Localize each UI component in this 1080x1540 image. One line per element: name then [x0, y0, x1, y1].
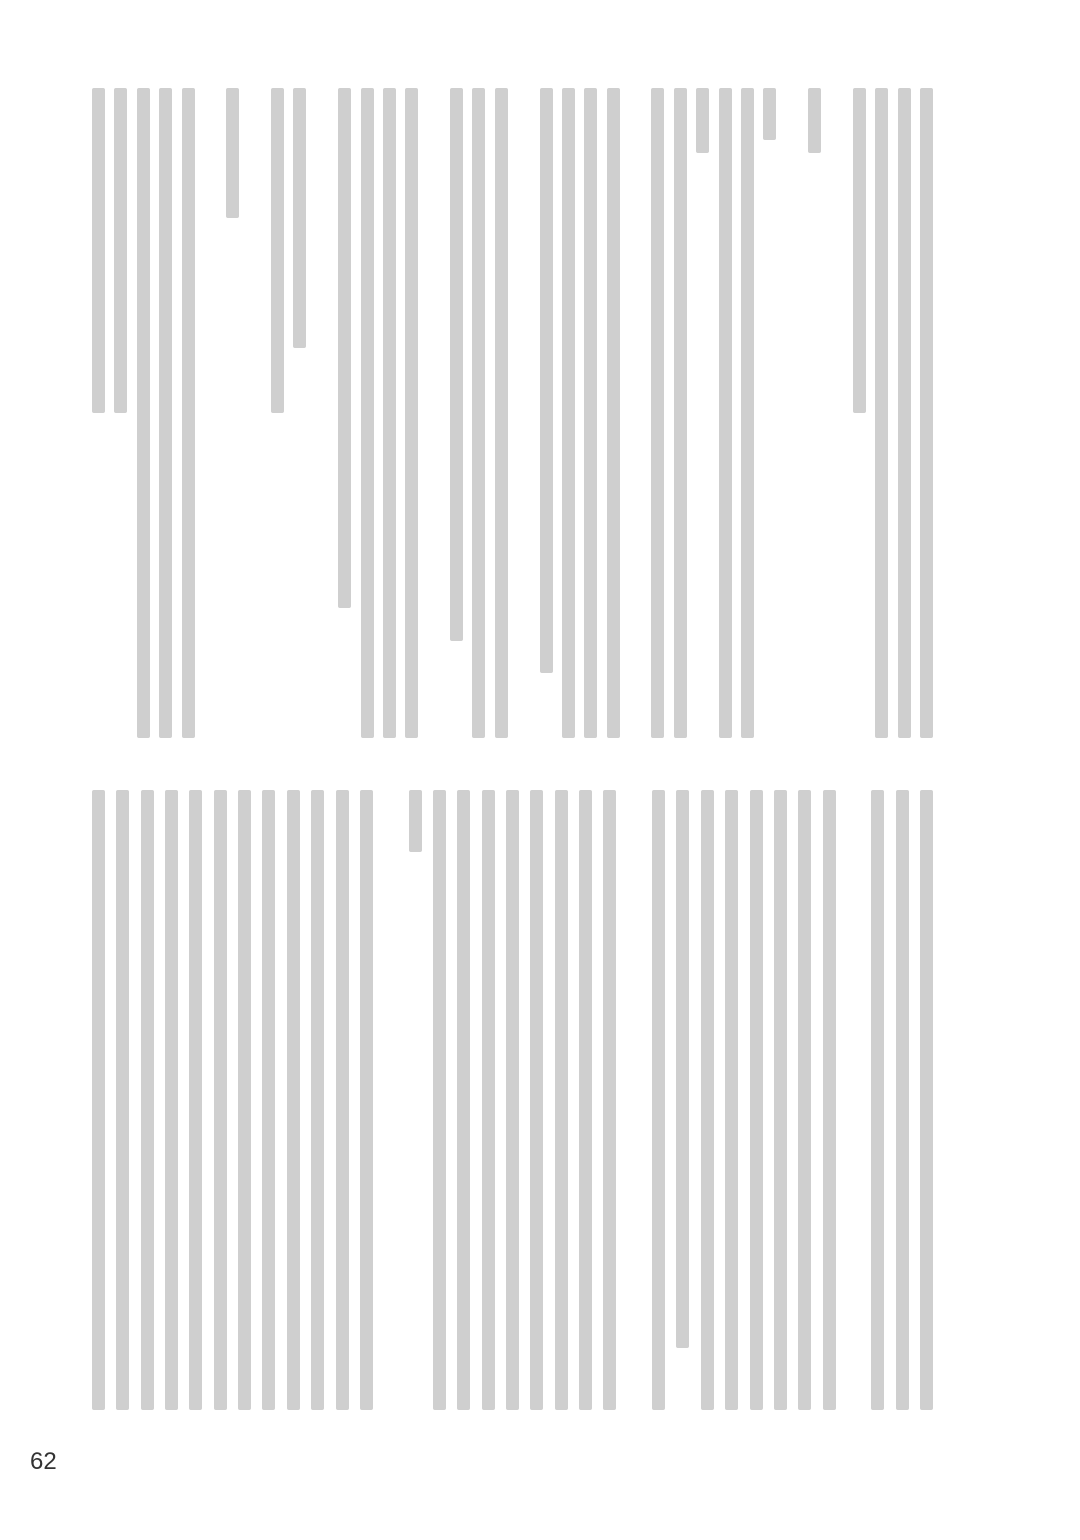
redacted-text-column: [607, 88, 620, 738]
redacted-text-column: [383, 88, 396, 738]
redacted-text-column: [898, 88, 911, 738]
redacted-text-column: [774, 790, 787, 1410]
redacted-text-column: [409, 790, 422, 852]
redacted-text-column: [555, 790, 568, 1410]
redacted-text-column: [311, 790, 324, 1410]
redacted-text-column: [808, 88, 821, 153]
redacted-text-column: [562, 88, 575, 738]
redacted-text-column: [579, 790, 592, 1410]
redacted-text-column: [450, 88, 463, 641]
redacted-text-column: [676, 790, 689, 1348]
redacted-text-column: [495, 88, 508, 738]
redacted-text-column: [896, 790, 909, 1410]
redacted-text-column: [482, 790, 495, 1410]
redacted-text-column: [696, 88, 709, 153]
redacted-text-column: [725, 790, 738, 1410]
redacted-text-column: [853, 88, 866, 413]
redacted-text-column: [472, 88, 485, 738]
redacted-text-column: [506, 790, 519, 1410]
redacted-text-column: [530, 790, 543, 1410]
redacted-text-column: [920, 790, 933, 1410]
redacted-text-column: [741, 88, 754, 738]
redacted-text-column: [262, 790, 275, 1410]
redacted-text-column: [226, 88, 239, 218]
redacted-text-column: [287, 790, 300, 1410]
redacted-text-column: [603, 790, 616, 1410]
redacted-text-column: [920, 88, 933, 738]
redacted-text-column: [141, 790, 154, 1410]
redacted-text-column: [750, 790, 763, 1410]
redacted-text-column: [798, 790, 811, 1410]
redacted-text-column: [763, 88, 776, 140]
redacted-text-column: [116, 790, 129, 1410]
redacted-text-column: [271, 88, 284, 413]
redacted-text-column: [674, 88, 687, 738]
redacted-text-column: [293, 88, 306, 348]
redacted-text-column: [189, 790, 202, 1410]
redacted-text-column: [701, 790, 714, 1410]
redacted-text-column: [540, 88, 553, 673]
redacted-text-column: [92, 88, 105, 413]
redacted-text-column: [584, 88, 597, 738]
redacted-text-column: [652, 790, 665, 1410]
redacted-text-column: [875, 88, 888, 738]
redacted-text-column: [182, 88, 195, 738]
redacted-text-column: [137, 88, 150, 738]
redacted-text-column: [823, 790, 836, 1410]
redacted-text-column: [338, 88, 351, 608]
redacted-text-column: [214, 790, 227, 1410]
redacted-text-column: [165, 790, 178, 1410]
redacted-text-column: [360, 790, 373, 1410]
redacted-text-column: [361, 88, 374, 738]
redacted-text-column: [92, 790, 105, 1410]
redacted-text-column: [238, 790, 251, 1410]
redacted-text-column: [159, 88, 172, 738]
redacted-text-column: [114, 88, 127, 413]
redacted-text-column: [719, 88, 732, 738]
redacted-text-column: [457, 790, 470, 1410]
page-number: 62: [30, 1448, 57, 1475]
redacted-text-column: [651, 88, 664, 738]
redacted-text-column: [336, 790, 349, 1410]
redacted-text-column: [433, 790, 446, 1410]
redacted-text-column: [405, 88, 418, 738]
redacted-text-column: [871, 790, 884, 1410]
